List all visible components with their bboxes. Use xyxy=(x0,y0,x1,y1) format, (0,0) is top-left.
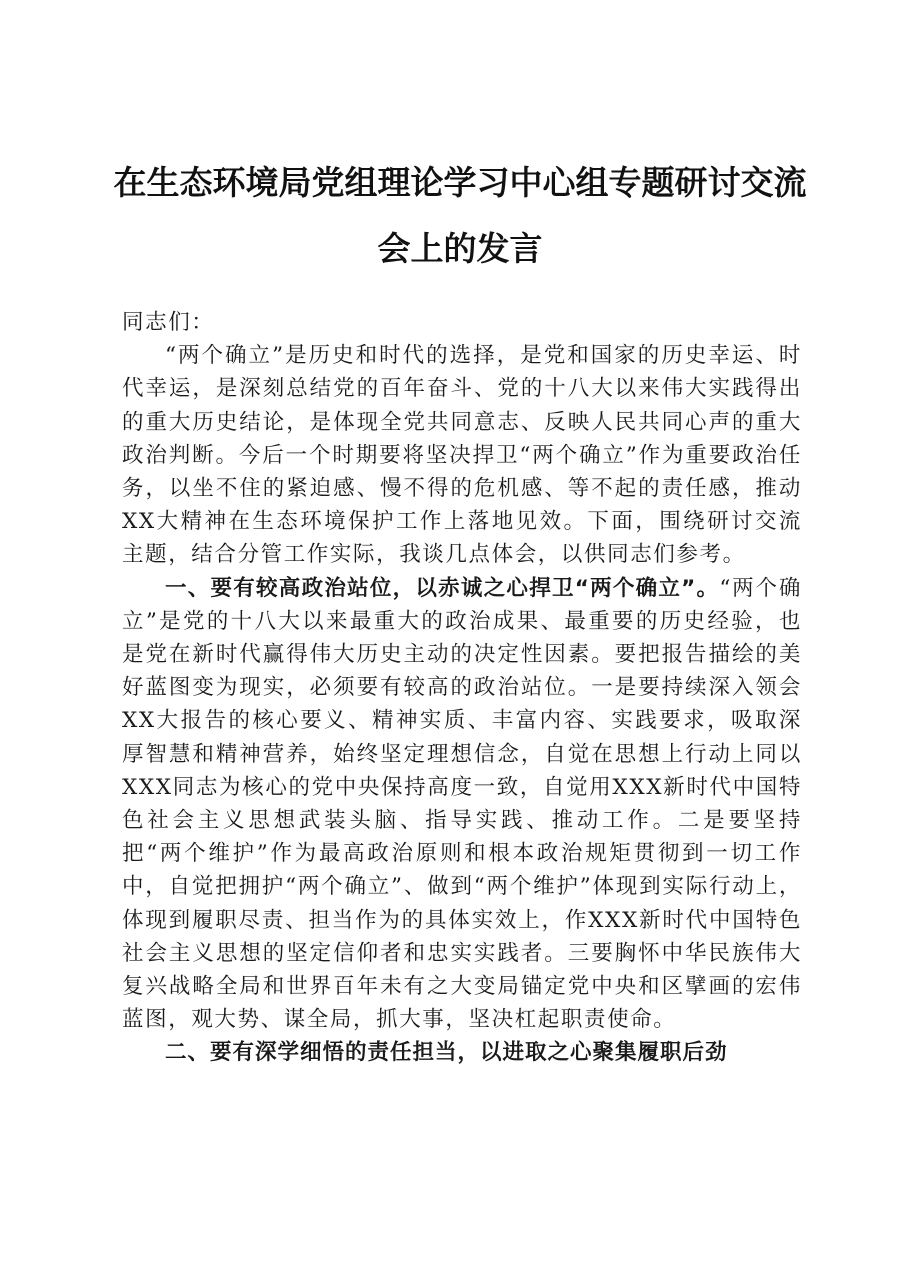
section-2 xyxy=(122,1036,802,1069)
document-title: 在生态环境局党组理论学习中心组专题研讨交流会上的发言 xyxy=(113,163,807,268)
intro-paragraph: “两个确立”是历史和时代的选择，是党和国家的历史幸运、时代幸运，是深刻总结党的百年奋斗、党的十八大以来伟大实践得出的重大历史结论，是体现全党共同意志、反映人民共同心声的重大政治判断。今后一个时期要将坚决捍卫“两个确立”作为重要政治任务，以坐不住的紧迫感、慢不得的危机感、等不起的责任感，推动XX大精神在生态环境保护工作上落地见效。下面，围绕研讨交流主题，结合分管工作实际，我谈几点体会，以供同志们参考。 xyxy=(122,343,802,568)
section-1 xyxy=(122,572,802,1037)
section-1-heading: 一、要有较高政治站位，以赤诚之心捍卫“两个确立”。 xyxy=(165,575,720,601)
section-1-body: “两个确立”是党的十八大以来最重大的政治成果、最重要的历史经验，也是党在新时代赢得伟大历史主动的决定性因素。要把报告描绘的美好蓝图变为现实，必须要有较高的政治站位。一是要持续深入领会XX大报告的核心要义、精神实质、丰富内容、实践要求，吸取深厚智慧和精神营养，始终坚定理想信念，自觉在思想上行动上同以XXX同志为核心的党中央保持高度一致，自觉用XXX新时代中国特色社会主义思想武装头脑、指导实践、推动工作。二是要坚持把“两个维护”作为最高政治原则和根本政治规矩贯彻到一切工作中，自觉把拥护“两个确立”、做到“两个维护”体现到实际行动上，体现到履职尽责、担当作为的具体实效上，作XXX新时代中国特色社会主义思想的坚定信仰者和忠实实践者。三要胸怀中华民族伟大复兴战略全局和世界百年未有之大变局锚定党中央和区擘画的宏伟蓝图，观大势、谋全局，抓大事，坚决杠起职责使命。 xyxy=(122,575,802,1033)
greeting: 同志们： xyxy=(122,310,215,335)
document-body xyxy=(122,306,802,1070)
section-2-heading: 二、要有深学细悟的责任担当，以进取之心聚集履职后劲 xyxy=(165,1040,728,1066)
